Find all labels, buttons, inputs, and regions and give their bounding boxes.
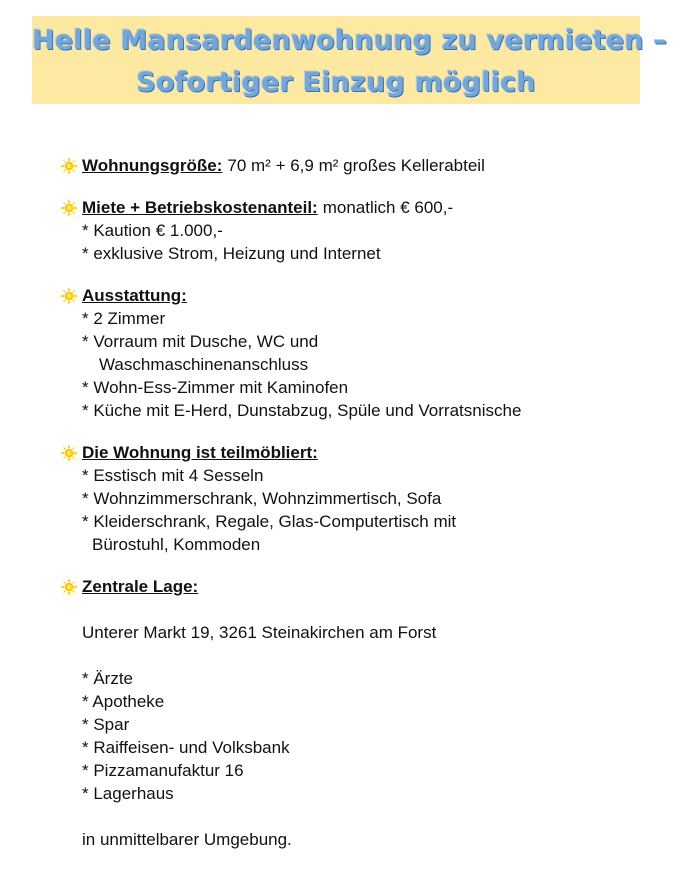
list-item: * Esstisch mit 4 Sesseln	[82, 466, 264, 485]
list-item-continuation: Waschmaschinenanschluss	[99, 355, 309, 374]
list-item: * Raiffeisen- und Volksbank	[82, 738, 290, 757]
list-item: * Kaution € 1.000,-	[82, 221, 223, 240]
rent-value: monatlich € 600,-	[322, 198, 454, 217]
title-banner	[32, 16, 668, 104]
list-item: * Pizzamanufaktur 16	[82, 761, 244, 780]
list-item: * Küche mit E-Herd, Dunstabzug, Spüle und Vorratsnische	[82, 401, 522, 420]
section-equipment	[60, 284, 660, 422]
list-item: * Spar	[82, 715, 130, 734]
list-item: * exklusive Strom, Heizung und Internet	[82, 244, 381, 263]
section-rent	[60, 196, 660, 265]
section-heading: Ausstattung:	[82, 286, 187, 305]
sun-bullet-icon	[60, 157, 78, 175]
sun-bullet-icon	[60, 287, 78, 305]
title-line-1: Helle Mansardenwohnung zu vermieten –	[32, 25, 668, 56]
sun-bullet-icon	[60, 578, 78, 596]
section-heading: Die Wohnung ist teilmöbliert:	[82, 443, 318, 462]
list-item: * Ärzte	[82, 669, 134, 688]
size-value: 70 m² + 6,9 m² großes Kellerabteil	[227, 156, 485, 175]
list-item: * Apotheke	[82, 692, 165, 711]
section-size	[60, 154, 660, 177]
address: Unterer Markt 19, 3261 Steinakirchen am Forst	[82, 623, 437, 642]
listing-content	[60, 154, 660, 870]
section-location	[60, 575, 660, 851]
title-line-2: Sofortiger Einzug möglich	[136, 67, 536, 98]
list-item: * Lagerhaus	[82, 784, 174, 803]
list-item: * Wohnzimmerschrank, Wohnzimmertisch, Sofa	[82, 489, 442, 508]
section-heading: Miete + Betriebskostenanteil:	[82, 198, 318, 217]
list-item: * Wohn-Ess-Zimmer mit Kaminofen	[82, 378, 349, 397]
list-item: * 2 Zimmer	[82, 309, 166, 328]
section-furnished	[60, 441, 660, 556]
closing-text: in unmittelbarer Umgebung.	[82, 830, 292, 849]
sun-bullet-icon	[60, 199, 78, 217]
section-heading: Zentrale Lage:	[82, 577, 199, 596]
list-item: * Vorraum mit Dusche, WC und	[82, 332, 319, 351]
section-heading: Wohnungsgröße:	[82, 156, 223, 175]
sun-bullet-icon	[60, 444, 78, 462]
list-item: * Kleiderschrank, Regale, Glas-Computertisch mit	[82, 512, 457, 531]
list-item-continuation: Bürostuhl, Kommoden	[92, 535, 261, 554]
